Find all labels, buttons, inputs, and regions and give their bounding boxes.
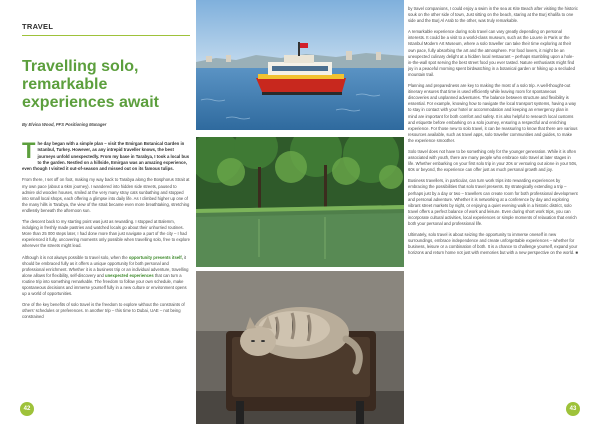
highlight-opportunity: opportunity presents itself, (128, 254, 183, 260)
page-number-left: 42 (20, 402, 34, 416)
photo-garden-pond (196, 137, 404, 267)
para-text: Although it is not always possible to travel solo, when the (22, 254, 129, 260)
left-text-column (22, 22, 190, 417)
lede-block (22, 138, 190, 172)
section-label: TRAVEL (22, 22, 54, 31)
body-paragraph: Solo travel does not have to be something only for the younger generation. While it is often associated with youth, there are many people who embrace solo travel at later stages in life. Whether embarking on your first solo trip in your 20s or venturing out alone in your 50s, 60s or beyond, the experience can offer just as much personal growth and joy. (408, 148, 578, 173)
body-paragraph: Business travellers, in particular, can turn work trips into rewarding experiences by embracing the possibilities that solo travel presents. By strategically extending a trip – perhaps just by a day or two – travellers can create room for both professional development and personal adventure. Whether it is networking at a conference by day and exploring vibrant street markets by night, or enjoying a quiet evening walk in a historic district, solo travel offers a perfect balance of work and leisure. Even during short work trips, you can incorporate cultural activities, local experiences or simple moments of relaxation that enrich both your personal and professional life. (408, 178, 578, 226)
body-paragraph: The descent back to my starting point was just as rewarding. I stopped at Balemm, indulging in freshly made pastries and watched locals go about their unhurried routines. More than 25 000 steps later, I had done more than just navigate a part of the city – I had experienced it fully, uncovering moments only possible when travelling solo, free to explore wherever the streets might lead. (22, 219, 190, 249)
garden-photo-svg (196, 137, 404, 267)
photo-boat-bosphorus (196, 0, 404, 130)
section-rule (22, 35, 190, 36)
drop-cap: T (22, 138, 36, 163)
body-paragraph: One of the key benefits of solo travel is the freedom to explore without the constraints of others’ schedules or preferences. In another trip – this time to Dubai, UAE – not being constrained (22, 302, 185, 320)
para-text: it should be embraced fully as it offers a unique opportunity for both personal and professional enrichment. Whether it is a business trip or an individual adventure, travelling alone allows for flexibility, self-discovery and (22, 254, 189, 278)
cat-photo-svg (196, 271, 404, 424)
byline: By Elvina Wood, PFS Positioning Manager (22, 122, 107, 127)
body-paragraph-opportunity (22, 255, 190, 298)
body-paragraph: From there, I set off on foot, making my way back to Tarabya along the Bosphorus Strait at my own pace (about a 6km journey). I wandered into hidden side streets, paused to admire old wooden houses, smiled at the very many stray cats sunbathing and stopped into small local shops, each offering a glimpse into daily life. As I climbed higher up one of the many hills in Tarabya, the view of the strait became even more breathtaking, stretching endlessly beneath the afternoon sun. (22, 177, 190, 213)
lede-paragraph (22, 138, 190, 172)
body-paragraph: Ultimately, solo travel is about seizing the opportunity to immerse oneself in new surroundings, embrace independence and create unforgettable experiences – whether for business, leisure or a combination of both. It is a chance to challenge yourself, expand your horizons and return home not just with memories but with a new perspective on the world. ■ (408, 232, 578, 256)
body-paragraph: Planning and preparedness are key to making the most of a solo trip. A well-thought-out itinerary ensures that time is used efficiently while leaving room for spontaneous discoveries and unplanned adventures. The balance between structure and flexibility is essential. For example, knowing how to navigate the local transport systems, having a way to stay in contact with your hotel or accommodation and keeping an emergency plan in mind are important for both comfort and safety. It is also helpful to research local customs and etiquette before embarking on a solo journey, ensuring a respectful and enriching experience. For those new to solo travel, it can be reassuring to know that there are various resources available, such as travel apps, solo traveller communities and guides, to make the experience smoother. (408, 83, 578, 143)
right-text-column (408, 6, 578, 406)
body-paragraph: A remarkable experience during solo travel can vary greatly depending on personal interests. It could be a visit to a world-class museum, such as the Louvre in Paris or the Istanbul Modern Art Museum, where a solo traveller can take their time exploring at their own pace, fully absorbing the art and the atmosphere. For food lovers, it might be an unexpected culinary delight at a hidden local restaurant – perhaps stumbling upon a hole-in-the-wall spot serving the best street food you ever tasted. Nature enthusiasts might find joy in a peaceful morning spent birdwatching in a botanical garden or hiking up a secluded mountain trail. (408, 29, 575, 77)
para-text: that can turn a routine trip into something remarkable. The freedom to follow your own schedule, make spontaneous decisions and immerse yourself fully in a new culture or environment opens up a world of opportunities. (22, 272, 187, 297)
article-title (22, 58, 190, 112)
boat-photo-svg (196, 0, 404, 130)
lede-text: he day began with a simple plan – visit the Emirgan Botanical Garden in Istanbul, Turkey. However, as any intrepid traveller knows, the best journeys unfold unexpectedly. From my base in Tarabya, I took a local bus to the garden. Nestled on a hillside, Emirgan was an amazing experience, even though I visited it out-of-season and missed out on its famous tulips. (22, 141, 190, 172)
body-paragraph: by travel companions, I could enjoy a swim in the sea at Kite Beach after visiting the historic souk on the other side of town, Just sitting on the beach, staring at the Burj Khalifa to one side and the Burj Al Arab to the other, was truly remarkable. (408, 6, 578, 24)
title-line: experiences await (22, 94, 159, 111)
title-line: Travelling solo, (22, 58, 139, 75)
page-number-right: 43 (566, 402, 580, 416)
photo-cat-chair (196, 271, 404, 424)
highlight-unexpected: unexpected experiences (105, 272, 154, 278)
title-line: remarkable (22, 76, 108, 93)
